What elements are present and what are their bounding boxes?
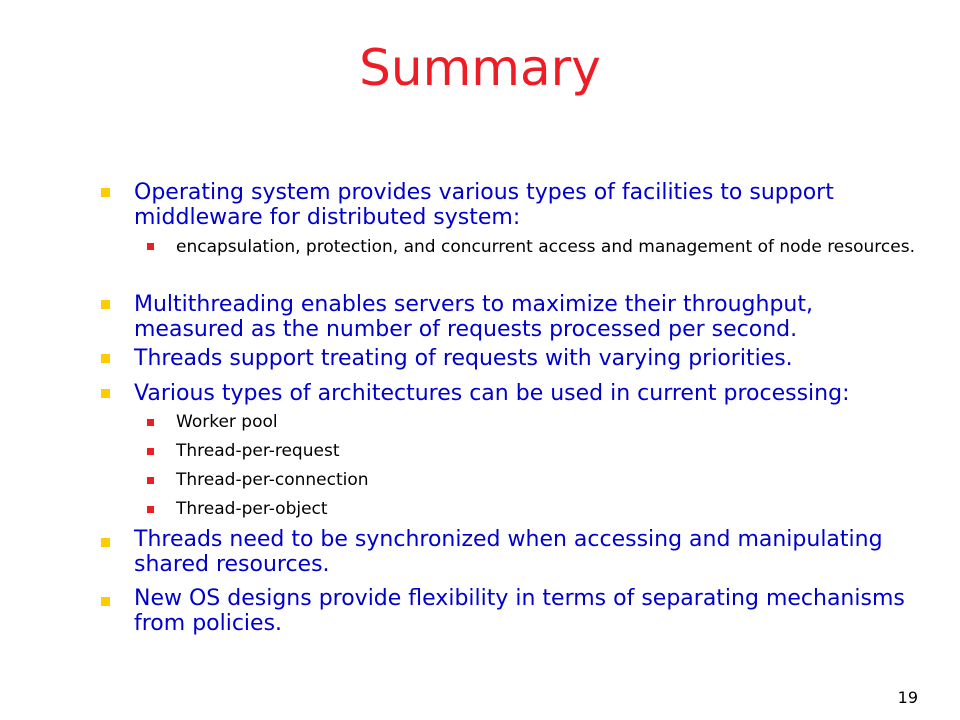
bullet-marker xyxy=(101,188,110,197)
bullet-marker xyxy=(101,300,110,309)
sub-bullet-marker xyxy=(147,477,154,484)
sub-bullet-marker xyxy=(147,419,154,426)
sub-bullet-marker xyxy=(147,243,154,250)
sub-bullet-item: Worker pool xyxy=(176,412,278,432)
slide-title: Summary xyxy=(359,39,601,97)
bullet-item: Operating system provides various types of facilities to support middleware for distributed system: xyxy=(134,180,834,230)
bullet-item: Various types of architectures can be used in current processing: xyxy=(134,381,850,406)
bullet-marker xyxy=(101,389,110,398)
bullet-marker xyxy=(101,597,110,606)
bullet-marker xyxy=(101,354,110,363)
bullet-item: Multithreading enables servers to maximize their throughput, measured as the number of requests processed per second. xyxy=(134,292,813,342)
sub-bullet-item: encapsulation, protection, and concurrent access and management of node resources. xyxy=(176,237,915,257)
sub-bullet-item: Thread-per-object xyxy=(176,499,328,519)
page-number: 19 xyxy=(897,688,918,707)
sub-bullet-item: Thread-per-connection xyxy=(176,470,369,490)
sub-bullet-item: Thread-per-request xyxy=(176,441,340,461)
sub-bullet-marker xyxy=(147,506,154,513)
bullet-item: Threads need to be synchronized when accessing and manipulating shared resources. xyxy=(134,527,883,577)
sub-bullet-marker xyxy=(147,448,154,455)
bullet-item: New OS designs provide flexibility in terms of separating mechanisms from policies. xyxy=(134,586,905,636)
bullet-marker xyxy=(101,538,110,547)
bullet-item: Threads support treating of requests with varying priorities. xyxy=(134,346,793,371)
